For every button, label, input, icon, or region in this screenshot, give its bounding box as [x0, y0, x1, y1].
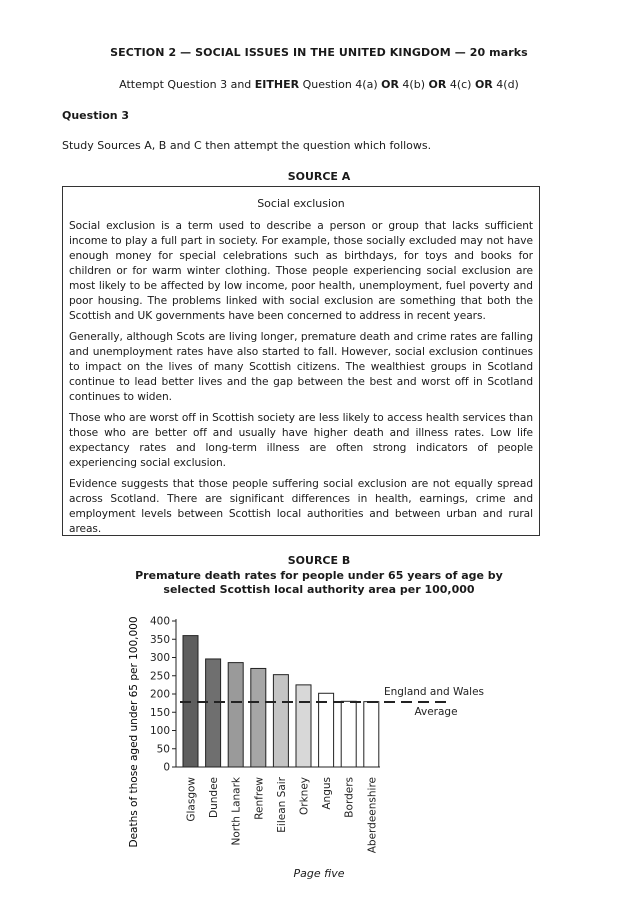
y-tick-label: 100	[149, 725, 170, 737]
source-b-label: SOURCE B	[287, 554, 351, 567]
source-a-paragraph-2: Generally, although Scots are living longer, premature death and crime rates are falling and unemployment rates have also started to fall. However, social exclusion continues to impact on the lives of many Scottish citizens. The wealthiest groups in Scotland continue to lead better lives and the gap between the best and worst off in Scotland continues to widen.	[69, 331, 533, 403]
y-tick-label: 150	[149, 706, 170, 719]
instruction-part: 4(c)	[446, 78, 475, 91]
y-tick-label: 50	[156, 743, 170, 756]
question-text: Study Sources A, B and C then attempt the question which follows.	[62, 139, 432, 152]
x-tick-label: Renfrew	[253, 777, 266, 820]
chart-title-line-1: Premature death rates for people under 65 years of age by	[135, 569, 503, 582]
y-tick-label: 350	[149, 633, 170, 646]
bar-borders	[341, 701, 356, 767]
source-a-paragraph-1: Social exclusion is a term used to describe a person or group that lacks sufficient income to play a full part in society. For example, those socially excluded may not have enough money for special celebrations such as birthdays, for toys and books for children or for warm winter clothing. Those people experiencing social exclusion are most likely to be affected by low income, poor health, unemployment, fuel poverty and poor housing. The problems linked with social exclusion are something that both the Scottish and UK governments have been concerned to address in recent years.	[69, 220, 533, 322]
y-tick-label: 400	[149, 615, 170, 628]
source-a-paragraph-3: Those who are worst off in Scottish society are less likely to access health services than those who are better off and usually have higher death and illness rates. Low life expectancy rates and long-term illness are often strong indicators of people experiencing social exclusion.	[69, 412, 533, 469]
x-tick-label: Glasgow	[185, 777, 198, 822]
instruction-emphasis: OR	[428, 78, 447, 91]
instruction-part: 4(b)	[398, 78, 429, 91]
source-a-label: SOURCE A	[287, 170, 351, 183]
source-a-paragraph-4: Evidence suggests that those people suffering social exclusion are not equally spread across Scotland. There are significant differences in health, earnings, crime and employment levels between Scottish local authorities and between urban and rural areas.	[69, 478, 533, 535]
y-axis-label: Deaths of those aged under 65 per 100,000	[128, 616, 140, 848]
instruction-part: 4(d)	[492, 78, 519, 91]
instruction-emphasis: EITHER	[254, 78, 300, 91]
question-heading: Question 3	[62, 109, 130, 122]
instruction-part: Question 4(a)	[299, 78, 382, 91]
bar-eilean-sair	[273, 675, 288, 767]
bars	[183, 636, 379, 767]
x-tick-label: Angus	[321, 777, 334, 810]
x-tick-label: Dundee	[208, 777, 221, 818]
page-footer: Page five	[293, 867, 345, 880]
y-tick-label: 0	[163, 761, 170, 774]
x-tick-label: Aberdeenshire	[366, 777, 379, 854]
y-tick-label: 250	[149, 670, 170, 683]
section-title: SECTION 2 — SOCIAL ISSUES IN THE UNITED KINGDOM — 20 marks	[110, 46, 528, 59]
bar-dundee	[206, 659, 221, 767]
x-tick-label: Eilean Sair	[275, 777, 288, 833]
reference-line-label: Average	[414, 706, 458, 718]
y-tick-label: 200	[149, 688, 170, 701]
bar-aberdeenshire	[364, 702, 379, 767]
bar-orkney	[296, 685, 311, 767]
bar-renfrew	[251, 668, 266, 767]
reference-line-label: England and Wales	[383, 686, 485, 698]
source-a-title: Social exclusion	[257, 197, 345, 210]
instruction-emphasis: OR	[474, 78, 493, 91]
x-tick-label: Orkney	[298, 777, 311, 815]
chart-title-line-2: selected Scottish local authority area per 100,000	[163, 583, 475, 596]
y-tick-label: 300	[149, 652, 170, 664]
bar-north-lanark	[228, 663, 243, 767]
x-tick-label: Borders	[343, 777, 356, 818]
x-tick-label: North Lanark	[230, 777, 243, 846]
bar-angus	[319, 693, 334, 767]
instruction-emphasis: OR	[381, 78, 399, 91]
x-axis-labels	[186, 776, 379, 853]
instruction-part: Attempt Question 3 and	[119, 78, 255, 91]
